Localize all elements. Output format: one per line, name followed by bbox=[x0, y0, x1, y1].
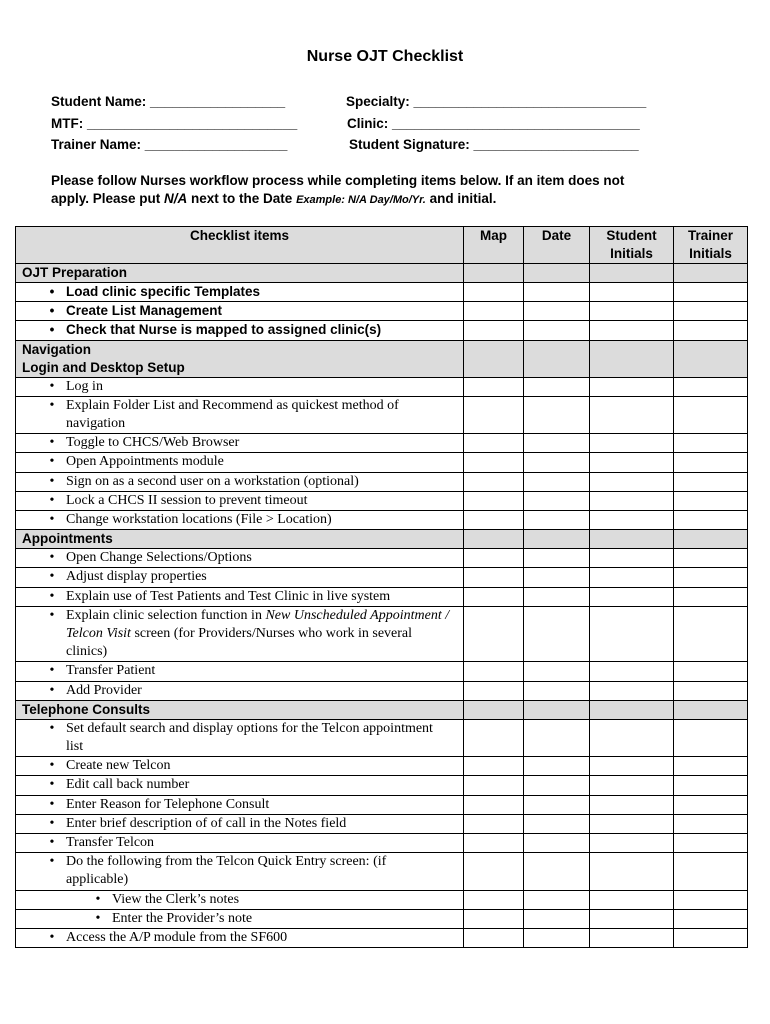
map-cell[interactable] bbox=[464, 814, 524, 833]
checklist-row bbox=[16, 929, 748, 948]
map-cell[interactable] bbox=[464, 453, 524, 472]
student-name-field[interactable]: Student Name: __________________ bbox=[51, 94, 286, 109]
student-initials-cell[interactable] bbox=[590, 568, 674, 587]
bullet-icon: • bbox=[49, 473, 55, 489]
date-cell[interactable] bbox=[524, 511, 590, 530]
checklist-row bbox=[16, 472, 748, 491]
bullet-icon: • bbox=[49, 777, 55, 793]
trainer-initials-cell[interactable] bbox=[674, 396, 748, 433]
header-map: Map bbox=[464, 227, 524, 264]
student-initials-cell[interactable] bbox=[590, 776, 674, 795]
student-initials-cell[interactable] bbox=[590, 491, 674, 510]
item-text-part: Explain clinic selection function in bbox=[66, 607, 266, 623]
bullet-icon: • bbox=[49, 663, 55, 679]
checklist-row bbox=[16, 681, 748, 700]
map-cell[interactable] bbox=[464, 472, 524, 491]
student-signature-field[interactable]: Student Signature: ______________________ bbox=[349, 137, 639, 152]
trainer-initials-cell[interactable] bbox=[674, 853, 748, 890]
student-initials-cell bbox=[590, 340, 674, 377]
date-cell[interactable] bbox=[524, 606, 590, 662]
checklist-item-text: Set default search and display options for the Telcon appointment list bbox=[66, 720, 433, 755]
checklist-item-text: Add Provider bbox=[66, 682, 142, 698]
date-cell[interactable] bbox=[524, 834, 590, 853]
student-initials-cell[interactable] bbox=[590, 909, 674, 928]
instructions-line-1: Please follow Nurses workflow process while completing items below. If an item does not bbox=[51, 173, 625, 188]
date-cell[interactable] bbox=[524, 472, 590, 491]
map-cell[interactable] bbox=[464, 853, 524, 890]
date-cell[interactable] bbox=[524, 568, 590, 587]
checklist-item-text: Sign on as a second user on a workstation (optional) bbox=[66, 473, 359, 489]
date-cell[interactable] bbox=[524, 321, 590, 340]
checklist-item-text: Open Appointments module bbox=[66, 454, 224, 470]
date-cell bbox=[524, 530, 590, 549]
bullet-icon: • bbox=[49, 492, 55, 508]
map-cell[interactable] bbox=[464, 681, 524, 700]
trainer-initials-cell[interactable] bbox=[674, 568, 748, 587]
bullet-icon: • bbox=[49, 303, 55, 319]
student-initials-cell[interactable] bbox=[590, 795, 674, 814]
map-cell[interactable] bbox=[464, 511, 524, 530]
checklist-item-cell bbox=[16, 302, 464, 321]
bullet-icon: • bbox=[49, 284, 55, 299]
checklist-item-cell bbox=[16, 890, 464, 909]
checklist-item-text: Enter Reason for Telephone Consult bbox=[66, 796, 270, 812]
map-cell[interactable] bbox=[464, 662, 524, 681]
checklist-row bbox=[16, 606, 748, 662]
date-cell[interactable] bbox=[524, 890, 590, 909]
checklist-item-cell bbox=[16, 396, 464, 433]
map-cell[interactable] bbox=[464, 890, 524, 909]
date-cell[interactable] bbox=[524, 757, 590, 776]
map-cell bbox=[464, 700, 524, 719]
trainer-name-field[interactable]: Trainer Name: ___________________ bbox=[51, 137, 288, 152]
checklist-item-text: Load clinic specific Templates bbox=[66, 284, 261, 299]
date-cell[interactable] bbox=[524, 909, 590, 928]
instructions bbox=[51, 172, 731, 209]
trainer-initials-cell[interactable] bbox=[674, 472, 748, 491]
checklist-item-cell bbox=[16, 719, 464, 756]
map-cell[interactable] bbox=[464, 795, 524, 814]
trainer-initials-cell[interactable] bbox=[674, 283, 748, 302]
date-cell[interactable] bbox=[524, 776, 590, 795]
trainer-initials-cell[interactable] bbox=[674, 377, 748, 396]
bullet-icon: • bbox=[49, 835, 55, 851]
student-initials-cell[interactable] bbox=[590, 853, 674, 890]
student-initials-cell[interactable] bbox=[590, 587, 674, 606]
item-text-part: screen (for Providers/Nurses who work in several clinics) bbox=[66, 626, 413, 660]
map-cell bbox=[464, 530, 524, 549]
bullet-icon: • bbox=[49, 378, 55, 394]
checklist-item-text: Enter the Provider’s note bbox=[112, 910, 253, 926]
student-initials-cell[interactable] bbox=[590, 472, 674, 491]
bullet-icon: • bbox=[95, 891, 101, 907]
table-header-row bbox=[16, 227, 748, 264]
checklist-row bbox=[16, 719, 748, 756]
bullet-icon: • bbox=[49, 454, 55, 470]
bullet-icon: • bbox=[49, 435, 55, 451]
student-initials-cell[interactable] bbox=[590, 434, 674, 453]
date-cell[interactable] bbox=[524, 283, 590, 302]
checklist-row bbox=[16, 890, 748, 909]
checklist-item-text: Check that Nurse is mapped to assigned clinic(s) bbox=[66, 322, 382, 338]
date-cell[interactable] bbox=[524, 795, 590, 814]
date-cell[interactable] bbox=[524, 549, 590, 568]
student-initials-cell[interactable] bbox=[590, 377, 674, 396]
trainer-initials-cell bbox=[674, 700, 748, 719]
date-cell[interactable] bbox=[524, 681, 590, 700]
student-initials-cell[interactable] bbox=[590, 606, 674, 662]
map-cell[interactable] bbox=[464, 549, 524, 568]
checklist-item-cell bbox=[16, 776, 464, 795]
trainer-initials-cell[interactable] bbox=[674, 757, 748, 776]
checklist-table bbox=[15, 226, 748, 948]
checklist-row bbox=[16, 834, 748, 853]
trainer-initials-cell bbox=[674, 530, 748, 549]
date-cell bbox=[524, 340, 590, 377]
trainer-initials-cell[interactable] bbox=[674, 302, 748, 321]
bullet-icon: • bbox=[49, 397, 55, 413]
student-initials-cell[interactable] bbox=[590, 929, 674, 948]
checklist-row bbox=[16, 396, 748, 433]
student-initials-cell[interactable] bbox=[590, 302, 674, 321]
checklist-item-cell bbox=[16, 321, 464, 340]
student-initials-cell[interactable] bbox=[590, 719, 674, 756]
checklist-item-cell bbox=[16, 377, 464, 396]
trainer-initials-cell[interactable] bbox=[674, 795, 748, 814]
clinic-field[interactable]: Clinic: _________________________________ bbox=[347, 116, 640, 131]
trainer-initials-cell[interactable] bbox=[674, 587, 748, 606]
trainer-initials-cell[interactable] bbox=[674, 434, 748, 453]
trainer-initials-cell[interactable] bbox=[674, 662, 748, 681]
date-cell[interactable] bbox=[524, 929, 590, 948]
checklist-row bbox=[16, 302, 748, 321]
checklist-item-cell bbox=[16, 568, 464, 587]
trainer-initials-cell bbox=[674, 264, 748, 283]
section-title: OJT Preparation bbox=[22, 265, 128, 280]
bullet-icon: • bbox=[49, 720, 55, 736]
checklist-row bbox=[16, 662, 748, 681]
bullet-icon: • bbox=[49, 796, 55, 812]
date-cell[interactable] bbox=[524, 814, 590, 833]
section-title: Appointments bbox=[22, 531, 113, 547]
checklist-item-text: Create new Telcon bbox=[66, 758, 171, 774]
header-student-initials: Student Initials bbox=[590, 227, 674, 264]
checklist-item-cell bbox=[16, 853, 464, 890]
checklist-item-text: Open Change Selections/Options bbox=[66, 550, 252, 566]
map-cell[interactable] bbox=[464, 377, 524, 396]
map-cell bbox=[464, 264, 524, 283]
section-subtitle: Login and Desktop Setup bbox=[22, 359, 185, 375]
bullet-icon: • bbox=[49, 512, 55, 528]
section-header-row bbox=[16, 264, 748, 283]
checklist-item-cell bbox=[16, 472, 464, 491]
checklist-item-cell bbox=[16, 587, 464, 606]
checklist-item-cell bbox=[16, 264, 464, 283]
date-cell[interactable] bbox=[524, 434, 590, 453]
instructions-text: next to the Date bbox=[187, 191, 297, 206]
checklist-item-text: Enter brief description of of call in the Notes field bbox=[66, 815, 347, 831]
student-initials-cell[interactable] bbox=[590, 814, 674, 833]
student-initials-cell[interactable] bbox=[590, 321, 674, 340]
instructions-text: and initial. bbox=[425, 191, 497, 206]
checklist-item-cell bbox=[16, 795, 464, 814]
student-initials-cell[interactable] bbox=[590, 890, 674, 909]
checklist-item-cell bbox=[16, 511, 464, 530]
item-text-part: New Unscheduled Appointment / Telcon Visit bbox=[66, 607, 450, 642]
date-cell[interactable] bbox=[524, 662, 590, 681]
bullet-icon: • bbox=[49, 569, 55, 585]
checklist-row bbox=[16, 757, 748, 776]
checklist-item-text: Lock a CHCS II session to prevent timeout bbox=[66, 492, 308, 508]
student-initials-cell[interactable] bbox=[590, 396, 674, 433]
student-initials-cell[interactable] bbox=[590, 549, 674, 568]
checklist-item-cell bbox=[16, 549, 464, 568]
checklist-item-cell bbox=[16, 340, 464, 377]
map-cell[interactable] bbox=[464, 491, 524, 510]
checklist-row bbox=[16, 453, 748, 472]
map-cell[interactable] bbox=[464, 929, 524, 948]
trainer-initials-cell[interactable] bbox=[674, 511, 748, 530]
map-cell[interactable] bbox=[464, 434, 524, 453]
na-text: N/A bbox=[164, 191, 188, 206]
checklist-row bbox=[16, 909, 748, 928]
bullet-icon: • bbox=[49, 322, 55, 338]
checklist-row bbox=[16, 434, 748, 453]
instructions-text: apply. Please put bbox=[51, 191, 165, 206]
checklist-item-cell bbox=[16, 530, 464, 549]
checklist-item-cell bbox=[16, 681, 464, 700]
checklist-item-cell bbox=[16, 491, 464, 510]
date-cell bbox=[524, 264, 590, 283]
checklist-item-text: Log in bbox=[66, 378, 103, 394]
map-cell[interactable] bbox=[464, 909, 524, 928]
student-initials-cell bbox=[590, 530, 674, 549]
checklist-item-cell bbox=[16, 929, 464, 948]
trainer-initials-cell[interactable] bbox=[674, 321, 748, 340]
date-cell bbox=[524, 700, 590, 719]
checklist-item-cell bbox=[16, 606, 464, 662]
map-cell[interactable] bbox=[464, 834, 524, 853]
checklist-row bbox=[16, 587, 748, 606]
section-header-row bbox=[16, 530, 748, 549]
checklist-row bbox=[16, 283, 748, 302]
map-cell[interactable] bbox=[464, 776, 524, 795]
map-cell[interactable] bbox=[464, 587, 524, 606]
trainer-initials-cell[interactable] bbox=[674, 909, 748, 928]
checklist-item-text: Transfer Telcon bbox=[66, 835, 155, 851]
date-cell[interactable] bbox=[524, 587, 590, 606]
checklist-item-text: Edit call back number bbox=[66, 777, 190, 793]
map-cell[interactable] bbox=[464, 283, 524, 302]
date-cell[interactable] bbox=[524, 453, 590, 472]
checklist-item-cell bbox=[16, 909, 464, 928]
checklist-item-text: Access the A/P module from the SF600 bbox=[66, 930, 288, 946]
example-text: Example: N/A Day/Mo/Yr. bbox=[296, 194, 426, 206]
trainer-initials-cell[interactable] bbox=[674, 453, 748, 472]
checklist-item-text: Create List Management bbox=[66, 303, 223, 319]
checklist-item-cell bbox=[16, 283, 464, 302]
trainer-initials-cell[interactable] bbox=[674, 681, 748, 700]
checklist-item-cell bbox=[16, 700, 464, 719]
map-cell[interactable] bbox=[464, 719, 524, 756]
bullet-icon: • bbox=[49, 588, 55, 604]
checklist-item-text: Explain use of Test Patients and Test Clinic in live system bbox=[66, 588, 391, 604]
checklist-item-text: Adjust display properties bbox=[66, 569, 207, 585]
student-initials-cell bbox=[590, 700, 674, 719]
map-cell[interactable] bbox=[464, 568, 524, 587]
map-cell[interactable] bbox=[464, 302, 524, 321]
student-initials-cell[interactable] bbox=[590, 834, 674, 853]
student-initials-cell[interactable] bbox=[590, 511, 674, 530]
trainer-initials-cell[interactable] bbox=[674, 890, 748, 909]
checklist-item-cell bbox=[16, 757, 464, 776]
checklist-row bbox=[16, 776, 748, 795]
checklist-item-cell bbox=[16, 662, 464, 681]
mtf-field[interactable]: MTF: ____________________________ bbox=[51, 116, 298, 131]
student-initials-cell[interactable] bbox=[590, 757, 674, 776]
checklist-item-cell bbox=[16, 434, 464, 453]
section-title: Telephone Consults bbox=[22, 701, 151, 717]
checklist-row bbox=[16, 568, 748, 587]
checklist-row bbox=[16, 814, 748, 833]
checklist-row bbox=[16, 377, 748, 396]
bullet-icon: • bbox=[49, 682, 55, 698]
trainer-initials-cell[interactable] bbox=[674, 491, 748, 510]
trainer-initials-cell[interactable] bbox=[674, 606, 748, 662]
date-cell[interactable] bbox=[524, 853, 590, 890]
checklist-row bbox=[16, 853, 748, 890]
checklist-item-text: View the Clerk’s notes bbox=[112, 891, 240, 907]
date-cell[interactable] bbox=[524, 719, 590, 756]
student-initials-cell[interactable] bbox=[590, 681, 674, 700]
bullet-icon: • bbox=[49, 550, 55, 566]
bullet-icon: • bbox=[49, 758, 55, 774]
checklist-item-text: Transfer Patient bbox=[66, 663, 156, 679]
trainer-initials-cell bbox=[674, 340, 748, 377]
checklist-item-cell bbox=[16, 814, 464, 833]
bullet-icon: • bbox=[49, 854, 55, 870]
student-initials-cell[interactable] bbox=[590, 283, 674, 302]
checklist-body bbox=[16, 264, 748, 948]
header-checklist-items: Checklist items bbox=[16, 227, 464, 264]
header-date: Date bbox=[524, 227, 590, 264]
map-cell bbox=[464, 340, 524, 377]
date-cell[interactable] bbox=[524, 396, 590, 433]
bullet-icon: • bbox=[95, 910, 101, 926]
checklist-item-text: Do the following from the Telcon Quick Entry screen: (if applicable) bbox=[66, 854, 387, 888]
map-cell[interactable] bbox=[464, 321, 524, 340]
trainer-initials-cell[interactable] bbox=[674, 814, 748, 833]
checklist-item-text: Change workstation locations (File > Location) bbox=[66, 512, 332, 528]
checklist-row bbox=[16, 491, 748, 510]
student-initials-cell bbox=[590, 264, 674, 283]
trainer-initials-cell[interactable] bbox=[674, 834, 748, 853]
checklist-row bbox=[16, 511, 748, 530]
bullet-icon: • bbox=[49, 607, 55, 623]
checklist-row bbox=[16, 795, 748, 814]
checklist-row bbox=[16, 549, 748, 568]
header-trainer-initials: Trainer Initials bbox=[674, 227, 748, 264]
checklist-item-cell bbox=[16, 453, 464, 472]
map-cell[interactable] bbox=[464, 757, 524, 776]
checklist-row bbox=[16, 321, 748, 340]
section-header-row bbox=[16, 700, 748, 719]
checklist-item-cell bbox=[16, 834, 464, 853]
date-cell[interactable] bbox=[524, 491, 590, 510]
bullet-icon: • bbox=[49, 815, 55, 831]
page-title: Nurse OJT Checklist bbox=[306, 48, 464, 65]
trainer-initials-cell[interactable] bbox=[674, 719, 748, 756]
specialty-field[interactable]: Specialty: _______________________________ bbox=[346, 94, 647, 109]
student-initials-cell[interactable] bbox=[590, 453, 674, 472]
student-initials-cell[interactable] bbox=[590, 662, 674, 681]
section-title: Navigation bbox=[22, 341, 92, 357]
trainer-initials-cell[interactable] bbox=[674, 929, 748, 948]
map-cell[interactable] bbox=[464, 606, 524, 662]
map-cell[interactable] bbox=[464, 396, 524, 433]
bullet-icon: • bbox=[49, 930, 55, 946]
checklist-item-text: Explain Folder List and Recommend as quickest method of navigation bbox=[66, 397, 399, 432]
trainer-initials-cell[interactable] bbox=[674, 776, 748, 795]
checklist-item-text bbox=[60, 607, 451, 662]
date-cell[interactable] bbox=[524, 302, 590, 321]
date-cell[interactable] bbox=[524, 377, 590, 396]
trainer-initials-cell[interactable] bbox=[674, 549, 748, 568]
section-header-row bbox=[16, 340, 748, 377]
checklist-item-text: Toggle to CHCS/Web Browser bbox=[66, 435, 240, 451]
